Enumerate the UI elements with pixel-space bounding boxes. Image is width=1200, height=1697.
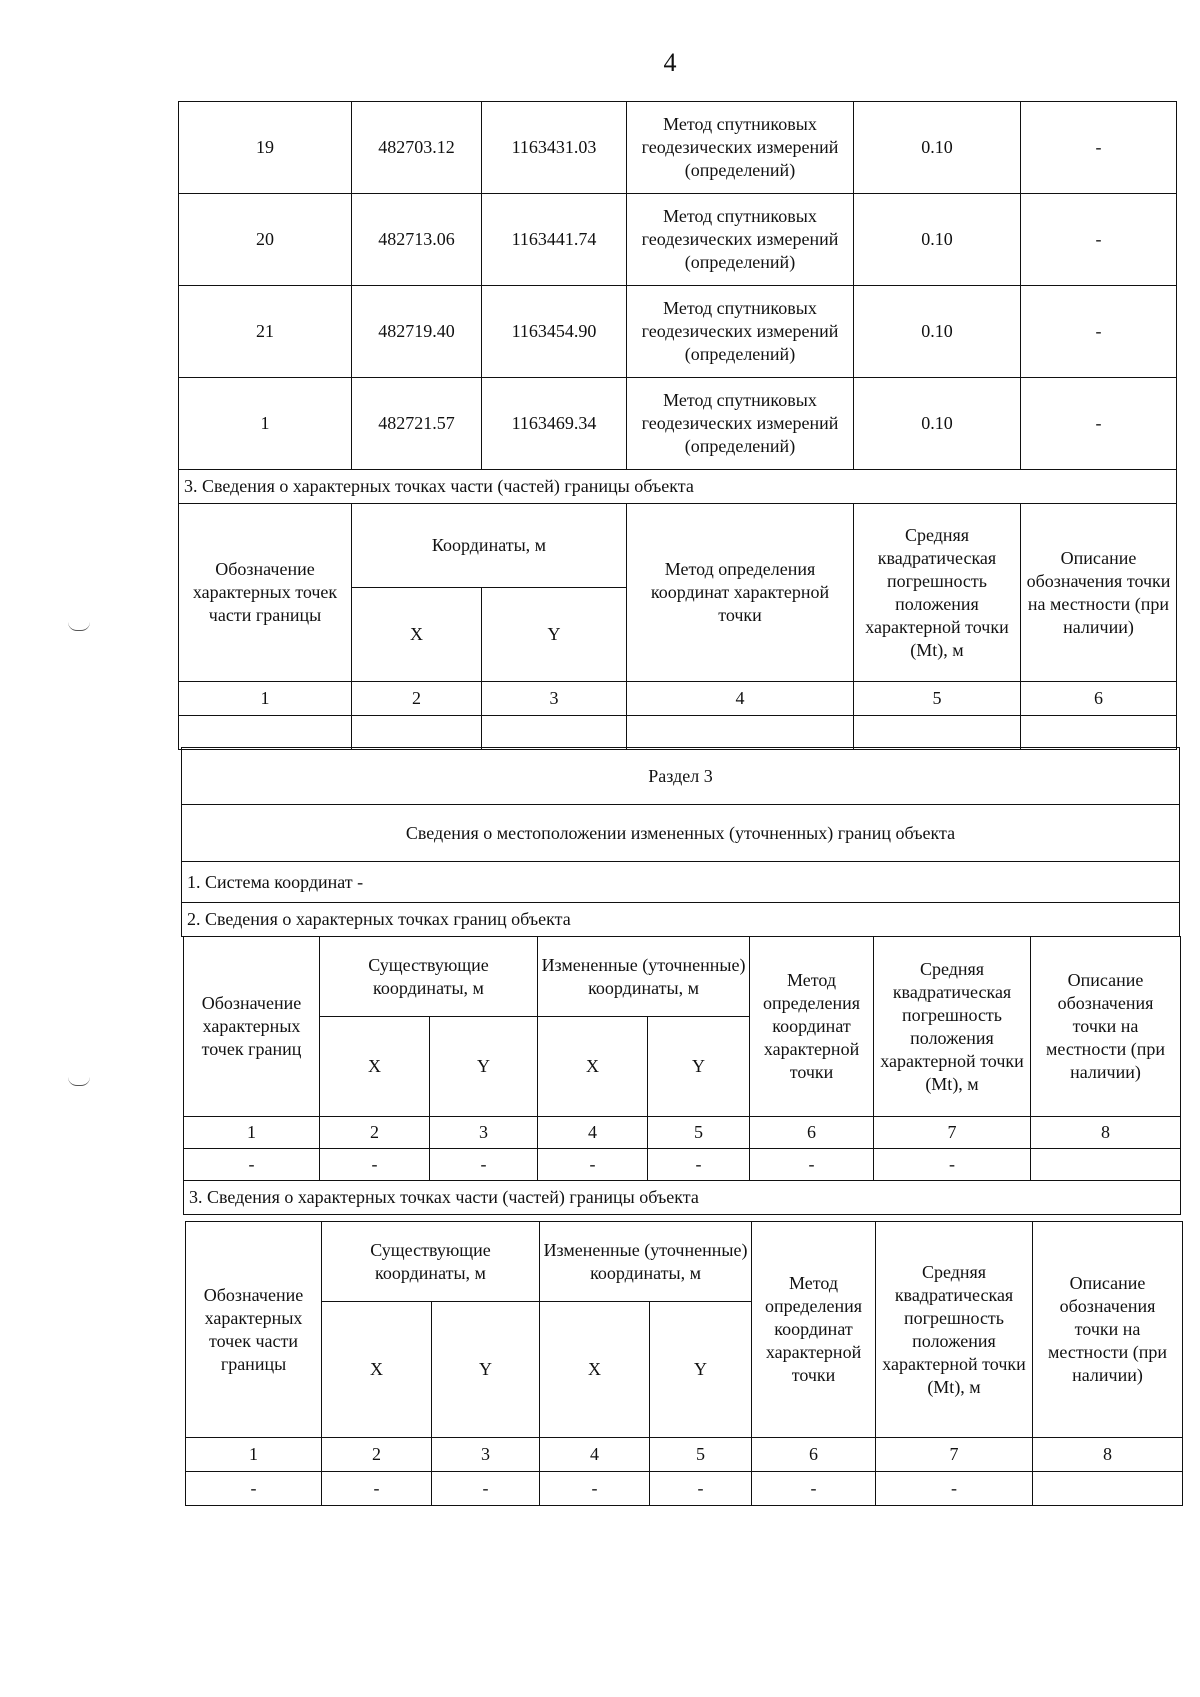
point-id: 20 <box>179 194 352 286</box>
table-row <box>179 378 1177 470</box>
header-description: Описание обозначения точки на местности (при наличии) <box>1031 937 1181 1117</box>
part-heading: 3. Сведения о характерных точках части (частей) границы объекта <box>179 470 1177 504</box>
header-designation: Обозначение характерных точек части границы <box>179 504 352 682</box>
header-changed-coords: Измененные (уточненные) координаты, м <box>538 937 750 1017</box>
cell-dash: - <box>752 1472 876 1506</box>
header-mt: Средняя квадратическая погрешность положения характерной точки (Mt), м <box>854 504 1021 682</box>
cell-dash: - <box>650 1472 752 1506</box>
column-numbers-row <box>184 1117 1181 1149</box>
header-mt: Средняя квадратическая погрешность положения характерной точки (Mt), м <box>874 937 1031 1117</box>
header-designation: Обозначение характерных точек границ <box>184 937 320 1117</box>
header-method: Метод определения координат характерной точки <box>752 1222 876 1438</box>
header-description: Описание обозначения точки на местности (при наличии) <box>1021 504 1177 682</box>
mt-value: 0.10 <box>854 378 1021 470</box>
header-x: X <box>540 1302 650 1438</box>
header-y: Y <box>432 1302 540 1438</box>
cell-dash: - <box>540 1472 650 1506</box>
table-row <box>179 102 1177 194</box>
header-x: X <box>538 1017 648 1117</box>
header-x: X <box>322 1302 432 1438</box>
table-row <box>184 1149 1181 1181</box>
header-y: Y <box>430 1017 538 1117</box>
header-changed-coords: Измененные (уточненные) координаты, м <box>540 1222 752 1302</box>
col-number: 2 <box>322 1438 432 1472</box>
col-number: 2 <box>352 682 482 716</box>
col-number: 2 <box>320 1117 430 1149</box>
header-designation: Обозначение характерных точек части границы <box>186 1222 322 1438</box>
col-number: 1 <box>184 1117 320 1149</box>
col-number: 3 <box>430 1117 538 1149</box>
description: - <box>1021 194 1177 286</box>
col-number: 6 <box>752 1438 876 1472</box>
cell-dash: - <box>432 1472 540 1506</box>
binding-hole-mark <box>68 622 90 631</box>
header-method: Метод определения координат характерной точки <box>627 504 854 682</box>
header-existing-coords: Существующие координаты, м <box>322 1222 540 1302</box>
cell-dash: - <box>184 1149 320 1181</box>
method: Метод спутниковых геодезических измерений (определений) <box>627 194 854 286</box>
coord-x: 482713.06 <box>352 194 482 286</box>
col-number: 8 <box>1033 1438 1183 1472</box>
column-numbers-row <box>179 682 1177 716</box>
cell-dash: - <box>320 1149 430 1181</box>
section-title: Раздел 3 <box>182 748 1180 805</box>
header-mt: Средняя квадратическая погрешность положения характерной точки (Mt), м <box>876 1222 1033 1438</box>
col-number: 5 <box>854 682 1021 716</box>
coord-y: 1163469.34 <box>482 378 627 470</box>
header-y: Y <box>648 1017 750 1117</box>
cell-dash: - <box>322 1472 432 1506</box>
table-row <box>186 1472 1183 1506</box>
changed-boundary-points-table <box>183 936 1181 1215</box>
characteristic-points-table <box>178 101 1177 750</box>
cell-dash: - <box>648 1149 750 1181</box>
cell-dash: - <box>538 1149 648 1181</box>
header-method: Метод определения координат характерной точки <box>750 937 874 1117</box>
coord-x: 482721.57 <box>352 378 482 470</box>
header-y: Y <box>650 1302 752 1438</box>
col-number: 7 <box>876 1438 1033 1472</box>
header-coordinates: Координаты, м <box>352 504 627 588</box>
cell-dash: - <box>874 1149 1031 1181</box>
table-row <box>179 194 1177 286</box>
coord-y: 1163431.03 <box>482 102 627 194</box>
coord-x: 482703.12 <box>352 102 482 194</box>
cell-dash: - <box>430 1149 538 1181</box>
cell-dash: - <box>186 1472 322 1506</box>
header-y: Y <box>482 588 627 682</box>
coordinate-system: 1. Система координат - <box>182 862 1180 903</box>
col-number: 7 <box>874 1117 1031 1149</box>
col-number: 5 <box>650 1438 752 1472</box>
part3-heading: 3. Сведения о характерных точках части (частей) границы объекта <box>184 1181 1181 1215</box>
point-id: 1 <box>179 378 352 470</box>
header-description: Описание обозначения точки на местности (при наличии) <box>1033 1222 1183 1438</box>
coord-y: 1163454.90 <box>482 286 627 378</box>
column-numbers-row <box>186 1438 1183 1472</box>
header-x: X <box>352 588 482 682</box>
description: - <box>1021 286 1177 378</box>
method: Метод спутниковых геодезических измерений (определений) <box>627 102 854 194</box>
col-number: 6 <box>750 1117 874 1149</box>
header-x: X <box>320 1017 430 1117</box>
cell-dash: - <box>750 1149 874 1181</box>
coord-x: 482719.40 <box>352 286 482 378</box>
col-number: 4 <box>538 1117 648 1149</box>
col-number: 3 <box>432 1438 540 1472</box>
binding-hole-mark <box>68 1077 90 1086</box>
changed-part-points-table <box>185 1221 1183 1506</box>
col-number: 4 <box>540 1438 650 1472</box>
col-number: 6 <box>1021 682 1177 716</box>
header-existing-coords: Существующие координаты, м <box>320 937 538 1017</box>
mt-value: 0.10 <box>854 102 1021 194</box>
col-number: 8 <box>1031 1117 1181 1149</box>
col-number: 1 <box>179 682 352 716</box>
section-subtitle: Сведения о местоположении измененных (уточненных) границ объекта <box>182 805 1180 862</box>
part2-heading: 2. Сведения о характерных точках границ объекта <box>182 903 1180 937</box>
table-row <box>179 286 1177 378</box>
mt-value: 0.10 <box>854 194 1021 286</box>
method: Метод спутниковых геодезических измерений (определений) <box>627 378 854 470</box>
empty-row <box>179 716 1177 750</box>
mt-value: 0.10 <box>854 286 1021 378</box>
cell-dash: - <box>876 1472 1033 1506</box>
col-number: 1 <box>186 1438 322 1472</box>
description: - <box>1021 378 1177 470</box>
point-id: 21 <box>179 286 352 378</box>
col-number: 5 <box>648 1117 750 1149</box>
point-id: 19 <box>179 102 352 194</box>
col-number: 4 <box>627 682 854 716</box>
page-number: 4 <box>663 48 677 77</box>
description: - <box>1021 102 1177 194</box>
section3-header-table <box>181 747 1180 937</box>
col-number: 3 <box>482 682 627 716</box>
coord-y: 1163441.74 <box>482 194 627 286</box>
method: Метод спутниковых геодезических измерений (определений) <box>627 286 854 378</box>
